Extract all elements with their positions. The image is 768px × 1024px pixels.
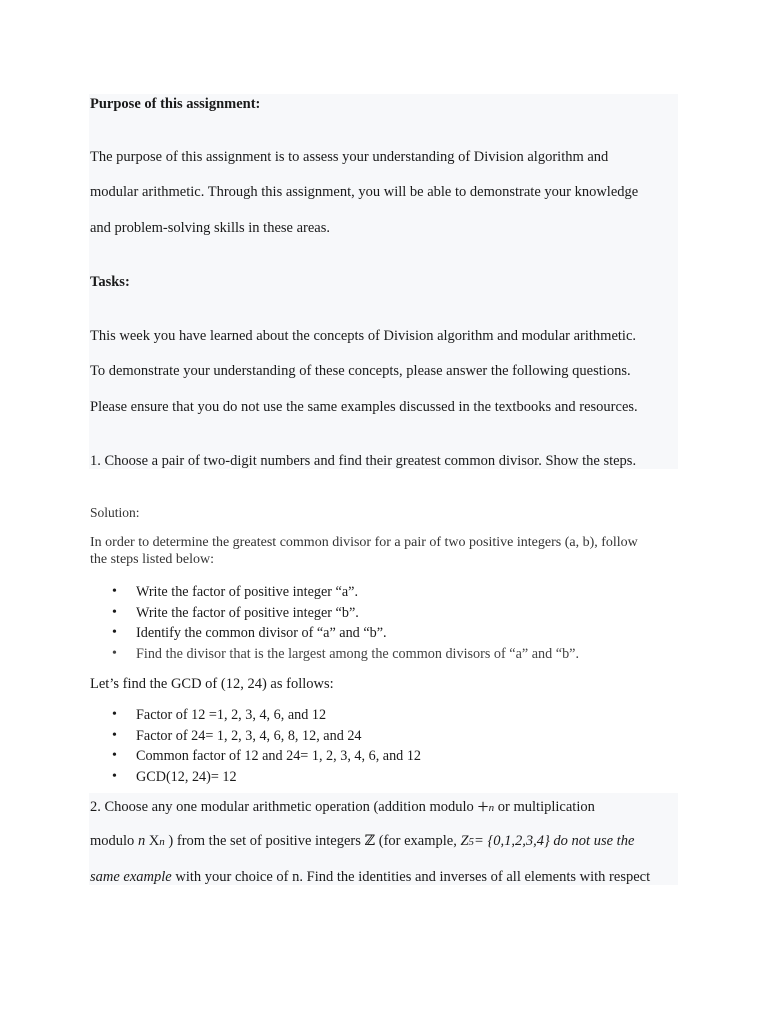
- question-2-text: 2. Choose any one modular arithmetic operation (addition modulo: [90, 799, 478, 815]
- tasks-line-2: To demonstrate your understanding of these concepts, please answer the following questions.: [90, 363, 631, 379]
- question-1: 1. Choose a pair of two-digit numbers and find their greatest common divisor. Show the steps.: [90, 453, 637, 469]
- gcd-method-steps: [90, 582, 579, 664]
- list-item: • GCD(12, 24)= 12: [90, 767, 421, 788]
- subscript-n: n: [488, 802, 495, 814]
- purpose-line-2: modular arithmetic. Through this assignment, you will be able to demonstrate your knowledge: [90, 184, 639, 200]
- question-2-emphasis: same example: [90, 869, 172, 885]
- solution-intro: In order to determine the greatest common divisor for a pair of two positive integers (a, b), follow the steps listed below:: [90, 535, 638, 567]
- question-2-line-2: [90, 832, 634, 851]
- tasks-line-3: Please ensure that you do not use the same examples discussed in the textbooks and resources.: [90, 399, 638, 415]
- subscript-5: 5: [468, 836, 475, 848]
- list-item: • Factor of 12 =1, 2, 3, 4, 6, and 12: [90, 705, 421, 726]
- gcd-example-steps: [90, 705, 421, 787]
- question-2-line-1: [90, 796, 595, 817]
- plus-symbol: +: [477, 796, 489, 818]
- solution-label: Solution:: [90, 505, 140, 520]
- subscript-n: n: [159, 836, 165, 848]
- list-item: • Write the factor of positive integer “b”.: [90, 603, 579, 624]
- tasks-heading: Tasks:: [90, 274, 130, 290]
- question-2-text: X: [145, 833, 160, 849]
- purpose-line-3: and problem-solving skills in these areas.: [90, 220, 331, 236]
- set-z: Z: [460, 833, 469, 849]
- question-2-line-3: [90, 868, 650, 886]
- list-item: • Find the divisor that is the largest among the common divisors of “a” and “b”.: [90, 644, 579, 665]
- gcd-example-intro: Let’s find the GCD of (12, 24) as follows:: [90, 676, 334, 692]
- question-2-text: ) from the set of positive integers ℤ (for example,: [164, 833, 461, 849]
- list-item: • Write the factor of positive integer “a”.: [90, 582, 579, 603]
- question-2-text: with your choice of n. Find the identities and inverses of all elements with respect: [171, 869, 651, 885]
- question-2-example: = {0,1,2,3,4} do not use the: [474, 833, 635, 849]
- list-item: • Factor of 24= 1, 2, 3, 4, 6, 8, 12, and 24: [90, 726, 421, 747]
- question-2-text: or multiplication: [494, 799, 595, 815]
- purpose-line-1: The purpose of this assignment is to assess your understanding of Division algorithm and: [90, 149, 609, 165]
- purpose-heading: Purpose of this assignment:: [90, 96, 261, 112]
- list-item: • Identify the common divisor of “a” and “b”.: [90, 623, 579, 644]
- variable-n: n: [137, 833, 146, 849]
- list-item: • Common factor of 12 and 24= 1, 2, 3, 4, 6, and 12: [90, 746, 421, 767]
- question-2-text: modulo: [90, 833, 138, 849]
- tasks-line-1: This week you have learned about the concepts of Division algorithm and modular arithmetic.: [90, 328, 637, 344]
